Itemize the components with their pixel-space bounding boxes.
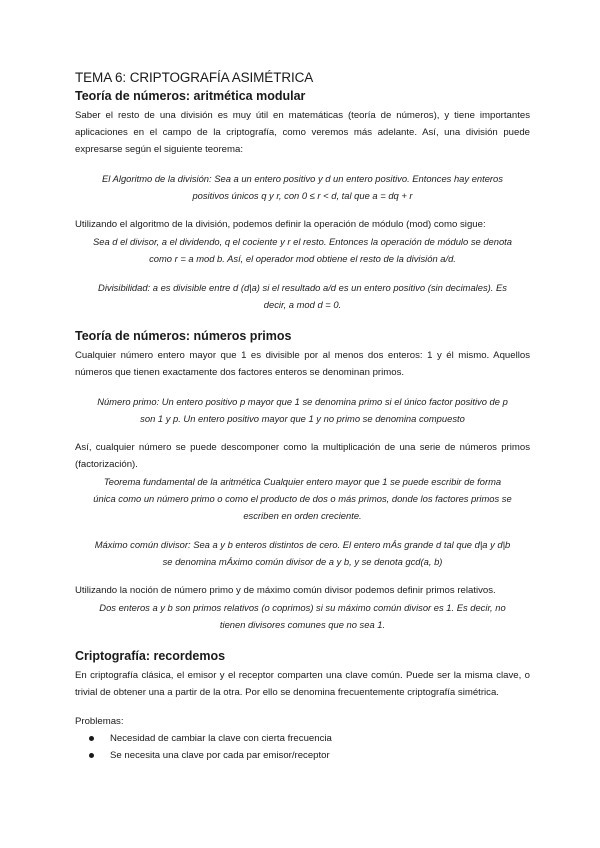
definition-gcd-line-1: Máximo común divisor: Sea a y b enteros distintos de cero. El entero mÁs grande d tal que d|a y d|b (94, 539, 511, 550)
paragraph-modulo-intro: Utilizando el algoritmo de la división, podemos definir la operación de módulo (mod) como sigue: (75, 219, 486, 230)
theorem-fundamental-line-1: Teorema fundamental de la aritmética Cualquier entero mayor que 1 se puede escribir de forma (103, 476, 502, 487)
paragraph-factorization: Así, cualquier número se puede descomponer como la multiplicación de una serie de números primos (factorización). (75, 442, 530, 470)
definition-divisibility-line-2: decir, a mod d = 0. (263, 299, 342, 310)
bullet-icon (89, 736, 94, 741)
definition-modulo-line-1: Sea d el divisor, a el dividendo, q el cociente y r el resto. Entonces la operación de módulo se denota (92, 236, 512, 247)
problems-label: Problemas: (75, 716, 124, 727)
paragraph-primes-intro: Cualquier número entero mayor que 1 es divisible por al menos dos enteros: 1 y él mismo. Aquellos números que tienen exactamente dos factores enteros se denominan primos. (75, 350, 530, 378)
list-item: Se necesita una clave por cada par emisor/receptor (75, 747, 530, 764)
document-title: TEMA 6: CRIPTOGRAFÍA ASIMÉTRICA (75, 70, 314, 85)
bullet-icon (89, 753, 94, 758)
list-item: Necesidad de cambiar la clave con cierta frecuencia (75, 730, 530, 747)
definition-prime-line-1: Número primo: Un entero positivo p mayor que 1 se denomina primo si el único factor positivo de p (97, 396, 508, 407)
theorem-fundamental-line-3: escriben en orden creciente. (243, 510, 362, 521)
definition-coprime-line-1: Dos enteros a y b son primos relativos (o coprimos) si su máximo común divisor es 1. Es decir, no (99, 602, 506, 613)
paragraph-division-intro: Saber el resto de una división es muy útil en matemáticas (teoría de números), y tiene importantes aplicaciones en el campo de la criptografía, como veremos más adelante. Así, una división puede expresarse según el siguiente teorema: (75, 110, 530, 155)
definition-modulo-line-2: como r = a mod b. Así, el operador mod obtiene el resto de la división a/d. (149, 253, 456, 264)
theorem-division-line-2: positivos únicos q y r, con 0 ≤ r < d, tal que a = dq + r (192, 190, 413, 201)
definition-divisibility-line-1: Divisibilidad: a es divisible entre d (d|a) si el resultado a/d es un entero positivo (sin decimales). Es (98, 282, 507, 293)
definition-gcd-line-2: se denomina mÁximo común divisor de a y b, y se denota gcd(a, b) (162, 556, 443, 567)
document-page (75, 70, 530, 764)
definition-prime-line-2: son 1 y p. Un entero positivo mayor que 1 y no primo se denomina compuesto (140, 413, 465, 424)
section-heading-modular: Teoría de números: aritmética modular (75, 89, 306, 103)
problems-list (75, 730, 530, 764)
theorem-division-line-1: El Algoritmo de la división: Sea a un entero positivo y d un entero positivo. Entonces hay enteros (102, 173, 503, 184)
definition-coprime-line-2: tienen divisores comunes que no sea 1. (219, 619, 386, 630)
theorem-fundamental-line-2: única como un número primo o como el producto de dos o más primos, donde los factores primos se (93, 493, 512, 504)
paragraph-relative-primes: Utilizando la noción de número primo y de máximo común divisor podemos definir primos relativos. (75, 585, 496, 596)
section-heading-cryptography: Criptografía: recordemos (75, 649, 226, 663)
section-heading-primes: Teoría de números: números primos (75, 329, 292, 343)
paragraph-symmetric-crypto: En criptografía clásica, el emisor y el receptor comparten una clave común. Puede ser la misma clave, o trivial de obtener una a partir de la otra. Por ello se denomina frecuentemente criptografía simétrica. (75, 670, 530, 698)
